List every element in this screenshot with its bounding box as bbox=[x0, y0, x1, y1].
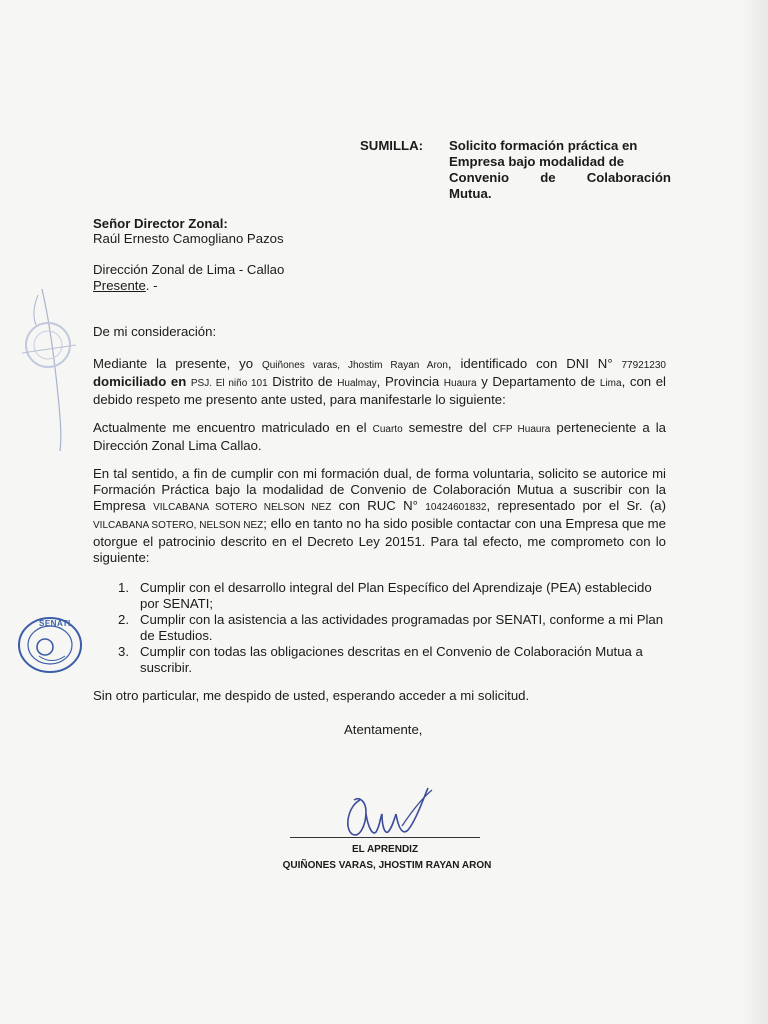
greeting: De mi consideración: bbox=[93, 324, 217, 339]
ruc-value: 10424601832 bbox=[425, 502, 487, 513]
list-item-number: 2. bbox=[118, 612, 129, 627]
list-item-text: Cumplir con todas las obligaciones descritas en el Convenio de Colaboración Mutua a suscribir. bbox=[140, 644, 643, 675]
paper-edge-shadow bbox=[742, 0, 768, 1024]
para3-text: con RUC N° bbox=[331, 498, 426, 513]
signature-line bbox=[290, 837, 480, 838]
addressee-name: Raúl Ernesto Camogliano Pazos bbox=[93, 231, 284, 246]
sumilla-word: Colaboración bbox=[586, 170, 671, 185]
para1-text: , con el debido respeto me presento ante usted, para manifestarle lo siguiente: bbox=[93, 374, 666, 407]
para2-text: perteneciente a la Dirección Zonal Lima Callao. bbox=[93, 420, 666, 453]
para1-text: , Provincia bbox=[376, 374, 444, 389]
district-value: Hualmay bbox=[337, 378, 377, 389]
closing-sentence: Sin otro particular, me despido de usted, esperando acceder a mi solicitud. bbox=[93, 688, 530, 703]
paragraph-request bbox=[93, 466, 666, 566]
list-item bbox=[118, 612, 668, 644]
list-item bbox=[118, 580, 668, 612]
department-value: Lima bbox=[599, 378, 622, 389]
list-item bbox=[118, 644, 668, 676]
sumilla-word: Convenio bbox=[449, 170, 510, 185]
para3-text: , representado por el Sr. (a) bbox=[486, 498, 667, 513]
sumilla-line-3 bbox=[449, 170, 671, 186]
regards: Atentamente, bbox=[344, 722, 423, 737]
para1-text: domiciliado en bbox=[93, 374, 191, 389]
list-item-text: Cumplir con el desarrollo integral del Plan Específico del Aprendizaje (PEA) establecido por SENATI; bbox=[140, 580, 652, 611]
list-item-number: 3. bbox=[118, 644, 129, 659]
sumilla-text bbox=[449, 138, 671, 202]
para1-text: , identificado con DNI N° bbox=[447, 356, 622, 371]
applicant-name: Quiñones varas, Jhostim Rayan Aron bbox=[261, 360, 448, 371]
address-value: PSJ. El niño 101 bbox=[190, 378, 268, 389]
paragraph-enrollment bbox=[93, 420, 666, 454]
list-item-text: Cumplir con la asistencia a las actividades programadas por SENATI, conforme a mi Plan de Estudios. bbox=[140, 612, 664, 643]
sumilla-word: de bbox=[540, 170, 556, 185]
dni-value: 77921230 bbox=[621, 360, 666, 371]
sumilla-line-1: Solicito formación práctica en bbox=[449, 138, 638, 153]
handwritten-signature bbox=[330, 784, 440, 844]
list-item-number: 1. bbox=[118, 580, 129, 595]
representative-value: VILCABANA SOTERO, NELSON NEZ bbox=[93, 520, 264, 531]
faint-stamp-mark bbox=[14, 285, 84, 455]
para2-text: Actualmente me encuentro matriculado en el bbox=[93, 420, 373, 435]
company-value: VILCABANA SOTERO NELSON NEZ bbox=[153, 502, 332, 513]
signature-role: EL APRENDIZ bbox=[351, 844, 419, 855]
para3-text: En tal sentido, a fin de cumplir con mi formación dual, de forma voluntaria, solicito se autorice mi Formación Práctica bajo la modalidad de Convenio de Colaboración Mutua a suscribir con la Empresa bbox=[93, 466, 666, 513]
signature-name: QUIÑONES VARAS, JHOSTIM RAYAN ARON bbox=[282, 860, 492, 871]
sumilla-line-2: Empresa bajo modalidad de bbox=[449, 154, 625, 169]
addressee-office: Dirección Zonal de Lima - Callao bbox=[93, 262, 285, 277]
para3-text: ; ello en tanto no ha sido posible contactar con una Empresa que me otorgue el patrocinio descrito en el Decreto Ley 20151. Para tal efecto, me comprometo con lo siguiente: bbox=[93, 516, 667, 565]
semester-value: Cuarto bbox=[372, 424, 403, 435]
present-word: Presente bbox=[93, 278, 146, 293]
addressee-present bbox=[93, 278, 158, 294]
sumilla-label: SUMILLA: bbox=[360, 138, 423, 153]
senati-stamp-text: SENATI bbox=[39, 619, 71, 628]
para1-text: y Departamento de bbox=[476, 374, 600, 389]
senati-stamp bbox=[17, 616, 83, 674]
sumilla-line-4: Mutua. bbox=[449, 186, 492, 201]
province-value: Huaura bbox=[443, 378, 477, 389]
addressee-title: Señor Director Zonal: bbox=[93, 216, 228, 231]
present-suffix: . - bbox=[145, 278, 158, 293]
paragraph-intro bbox=[93, 356, 666, 408]
commitments-list bbox=[118, 580, 668, 676]
cfp-value: CFP Huaura bbox=[492, 424, 551, 435]
para2-text: semestre del bbox=[402, 420, 493, 435]
para1-text: Mediante la presente, yo bbox=[93, 356, 262, 371]
para1-text: Distrito de bbox=[267, 374, 338, 389]
